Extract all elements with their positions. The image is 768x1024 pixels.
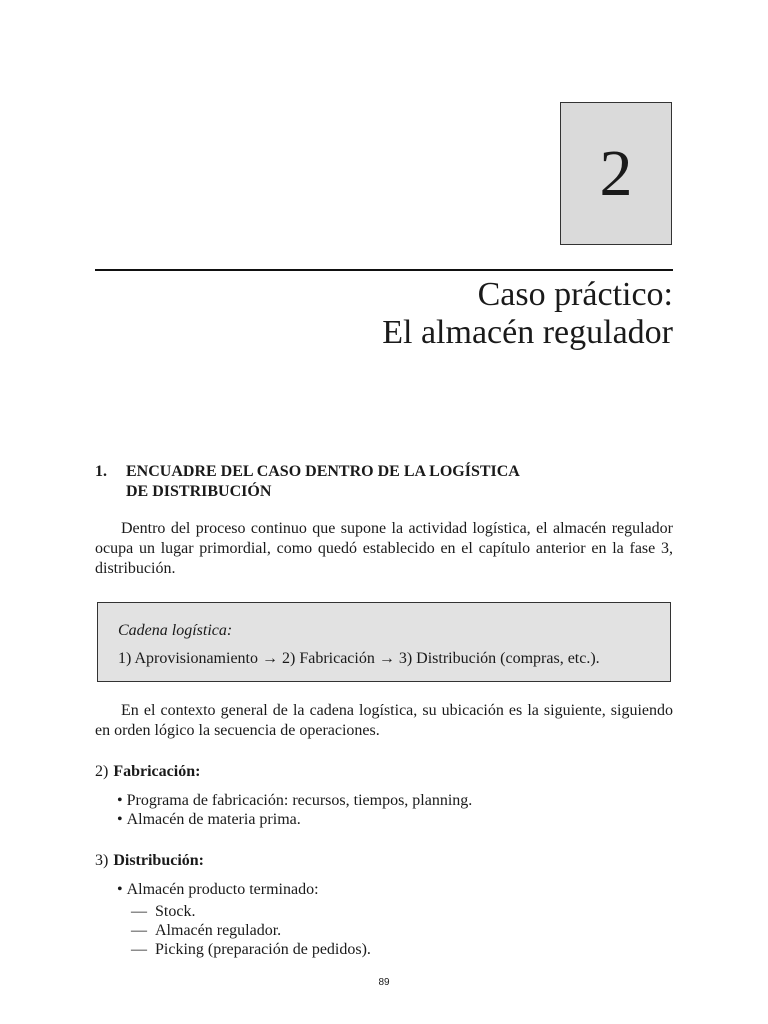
distribucion-list	[117, 880, 319, 899]
chapter-title-line2: El almacén regulador	[382, 314, 673, 351]
logistics-chain-label: Cadena logística:	[118, 622, 233, 639]
list-number: 3)	[95, 852, 109, 869]
paragraph-context: En el contexto general de la cadena logística, su ubicación es la siguiente, siguiendo en orden lógico la secuencia de operaciones.	[95, 702, 673, 739]
section-heading-line1: ENCUADRE DEL CASO DENTRO DE LA LOGÍSTICA	[126, 463, 520, 480]
section-number: 1.	[95, 463, 107, 480]
chapter-title-line1: Caso práctico:	[477, 276, 673, 313]
section-heading-line2: DE DISTRIBUCIÓN	[126, 483, 272, 500]
paragraph-intro: Dentro del proceso continuo que supone la actividad logística, el almacén regulador ocupa un lugar primordial, como quedó establecido en el capítulo anterior en la fase 3, distribución.	[95, 520, 673, 577]
distribucion-sublist	[131, 902, 371, 959]
list-item: • Almacén de materia prima.	[117, 810, 472, 829]
list-item: • Programa de fabricación: recursos, tiempos, planning.	[117, 791, 472, 810]
list-heading-fabricacion	[95, 762, 200, 782]
sublist-item: — Almacén regulador.	[131, 921, 371, 940]
list-heading-distribucion	[95, 851, 204, 871]
page-number: 89	[378, 977, 390, 988]
list-item: • Almacén producto terminado:	[117, 880, 319, 899]
title-rule	[95, 269, 673, 271]
logistics-chain-box	[97, 602, 671, 682]
chapter-title	[382, 276, 673, 352]
sublist-item: — Stock.	[131, 902, 371, 921]
fabricacion-list	[117, 791, 472, 829]
logistics-chain-content: 1) Aprovisionamiento → 2) Fabricación → 3) Distribución (compras, etc.).	[118, 650, 600, 667]
list-number: 2)	[95, 763, 109, 780]
chapter-number: 2	[599, 136, 633, 210]
list-heading-label: Distribución:	[113, 852, 204, 869]
list-heading-label: Fabricación:	[113, 763, 201, 780]
sublist-item: — Picking (preparación de pedidos).	[131, 940, 371, 959]
chapter-number-box	[560, 102, 672, 245]
section-heading	[95, 462, 655, 502]
